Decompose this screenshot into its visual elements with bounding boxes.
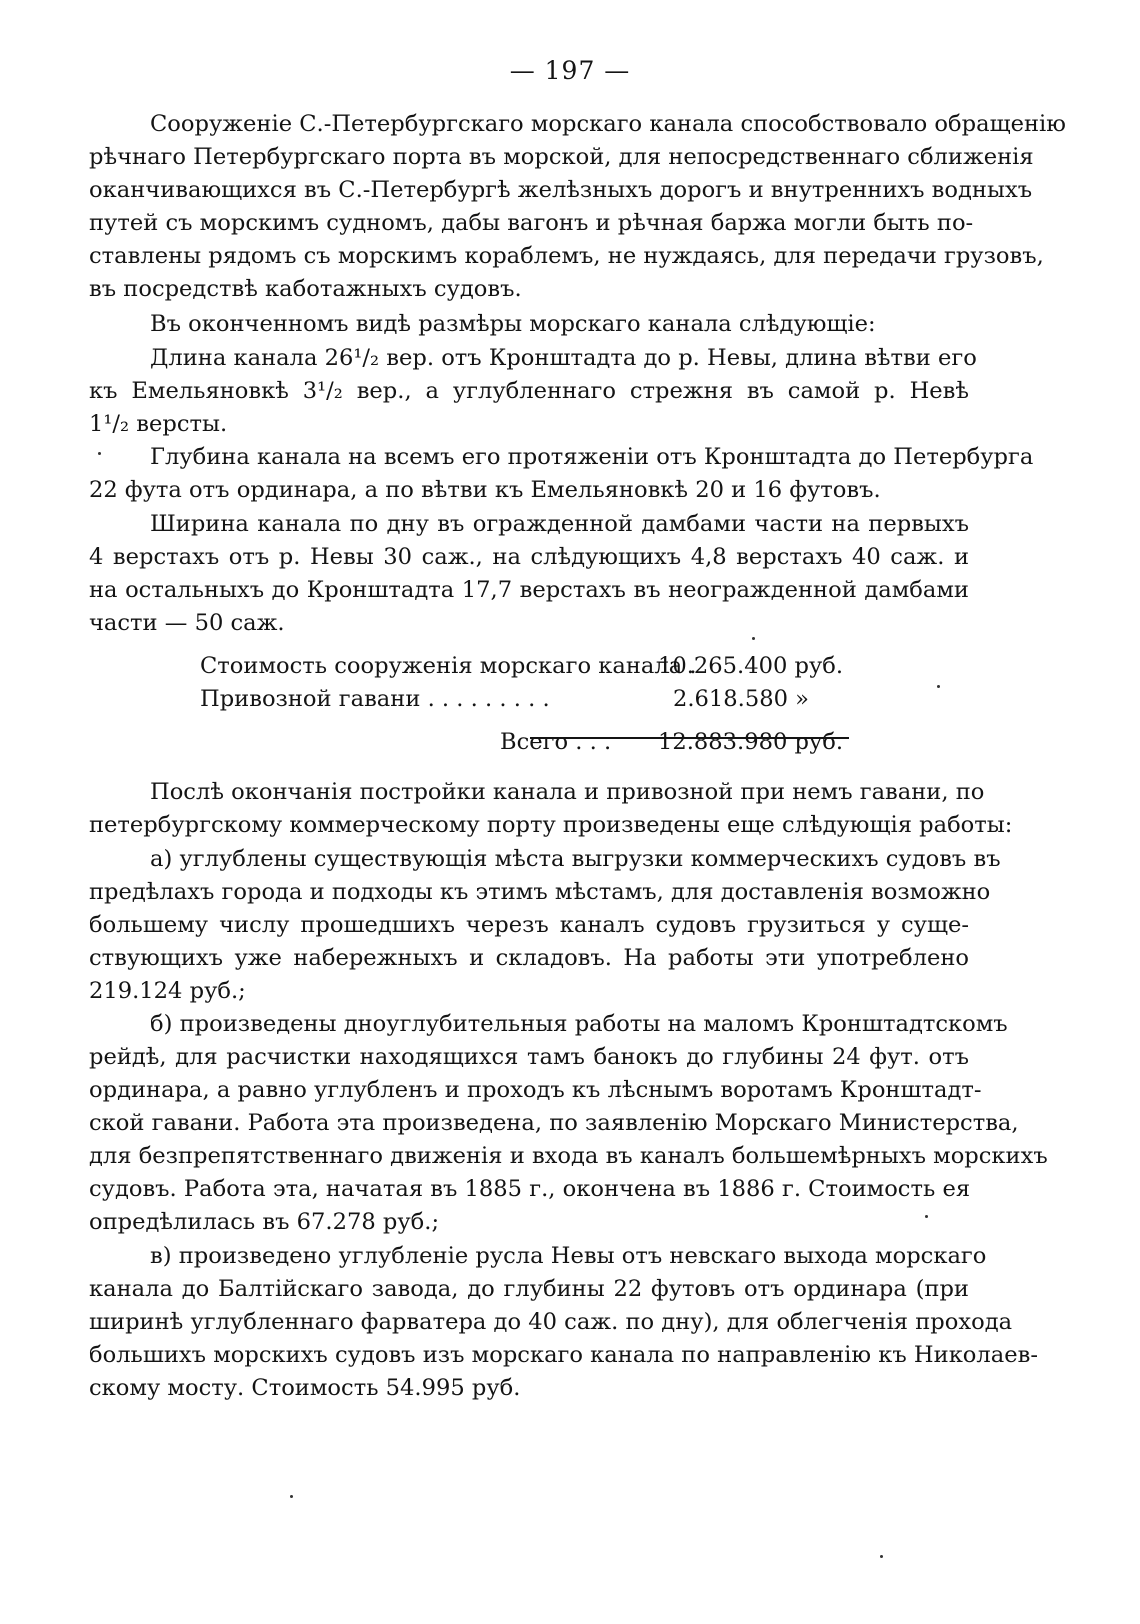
text-line: 219.124 руб.; <box>89 978 246 1004</box>
text-line: Въ оконченномъ видѣ размѣры морскаго канала слѣдующіе: <box>150 311 876 337</box>
text-line: 4 верстахъ отъ р. Невы 30 саж., на слѣдующихъ 4,8 верстахъ 40 саж. и <box>89 544 969 570</box>
print-speck <box>880 1555 883 1558</box>
text-line: опредѣлилась въ 67.278 руб.; <box>89 1209 440 1235</box>
text-line: Длина канала 26¹/₂ вер. отъ Кронштадта до р. Невы, длина вѣтви его <box>150 345 977 371</box>
text-line: въ посредствѣ каботажныхъ судовъ. <box>89 276 522 302</box>
text-line: предѣлахъ города и подходы къ этимъ мѣстамъ, для доставленія возможно <box>89 879 991 905</box>
text-line: Ширина канала по дну въ огражденной дамбами части на первыхъ <box>150 511 969 537</box>
text-line: петербургскому коммерческому порту произведены еще слѣдующія работы: <box>89 812 1013 838</box>
print-speck <box>290 1495 293 1498</box>
print-speck <box>925 1215 928 1218</box>
text-line: рейдѣ, для расчистки находящихся тамъ банокъ до глубины 24 фут. отъ <box>89 1044 969 1070</box>
text-line: ствующихъ уже набережныхъ и складовъ. На работы эти употреблено <box>89 945 969 971</box>
cost-harbor-value: 2.618.580 » <box>673 686 809 712</box>
text-line: большему числу прошедшихъ черезъ каналъ судовъ грузиться у суще- <box>89 912 969 938</box>
text-line: къ Емельяновкѣ 3¹/₂ вер., а углубленнаго стрежня въ самой р. Невѣ <box>89 378 969 404</box>
print-speck <box>98 452 101 455</box>
text-line: судовъ. Работа эта, начатая въ 1885 г., окончена въ 1886 г. Стоимость ея <box>89 1176 971 1202</box>
text-line: рѣчнаго Петербургскаго порта въ морской, для непосредственнаго сближенія <box>89 144 1034 170</box>
text-line: Сооруженіе С.-Петербургскаго морскаго канала способствовало обращенію <box>150 111 1066 137</box>
text-line: Послѣ окончанія постройки канала и привозной при немъ гавани, по <box>150 779 985 805</box>
text-line: путей съ морскимъ судномъ, дабы вагонъ и рѣчная баржа могли быть по- <box>89 210 974 236</box>
text-line: скому мосту. Стоимость 54.995 руб. <box>89 1375 521 1401</box>
text-line: на остальныхъ до Кронштадта 17,7 верстахъ въ неогражденной дамбами <box>89 577 969 603</box>
print-speck <box>752 637 755 640</box>
text-line: ставлены рядомъ съ морскимъ кораблемъ, не нуждаясь, для передачи грузовъ, <box>89 243 1044 269</box>
cost-total-value: 12.883.980 руб. <box>658 729 844 755</box>
text-line: ординара, а равно углубленъ и проходъ къ лѣснымъ воротамъ Кронштадт- <box>89 1077 982 1103</box>
text-line: большихъ морскихъ судовъ изъ морскаго канала по направленію къ Николаев- <box>89 1342 1038 1368</box>
cost-canal-value: 10.265.400 руб. <box>658 653 844 679</box>
print-speck <box>937 685 940 688</box>
text-line: Глубина канала на всемъ его протяженіи отъ Кронштадта до Петербурга <box>150 444 1034 470</box>
page-number: — 197 — <box>509 56 631 85</box>
text-line: для безпрепятственнаго движенія и входа въ каналъ большемѣрныхъ морскихъ <box>89 1143 1048 1169</box>
text-line: б) произведены дноуглубительныя работы на маломъ Кронштадтскомъ <box>150 1011 1008 1037</box>
text-line: канала до Балтійскаго завода, до глубины 22 футовъ отъ ординара (при <box>89 1276 969 1302</box>
text-line: в) произведено углубленіе русла Невы отъ невскаго выхода морскаго <box>150 1243 987 1269</box>
cost-total-label: Всего . . . <box>500 729 612 755</box>
text-line: 1¹/₂ версты. <box>89 411 228 437</box>
text-line: а) углублены существующія мѣста выгрузки коммерческихъ судовъ въ <box>150 846 1001 872</box>
cost-harbor-label: Привозной гавани . . . . . . . . . <box>200 686 550 712</box>
text-line: 22 фута отъ ординара, а по вѣтви къ Емельяновкѣ 20 и 16 футовъ. <box>89 477 881 503</box>
cost-canal-label: Стоимость сооруженія морскаго канала . <box>200 653 697 679</box>
text-line: ской гавани. Работа эта произведена, по заявленію Морскаго Министерства, <box>89 1110 1019 1136</box>
text-line: оканчивающихся въ С.-Петербургѣ желѣзныхъ дорогъ и внутреннихъ водныхъ <box>89 177 1033 203</box>
text-line: части — 50 саж. <box>89 610 285 636</box>
text-line: ширинѣ углубленнаго фарватера до 40 саж. по дну), для облегченія прохода <box>89 1309 1013 1335</box>
